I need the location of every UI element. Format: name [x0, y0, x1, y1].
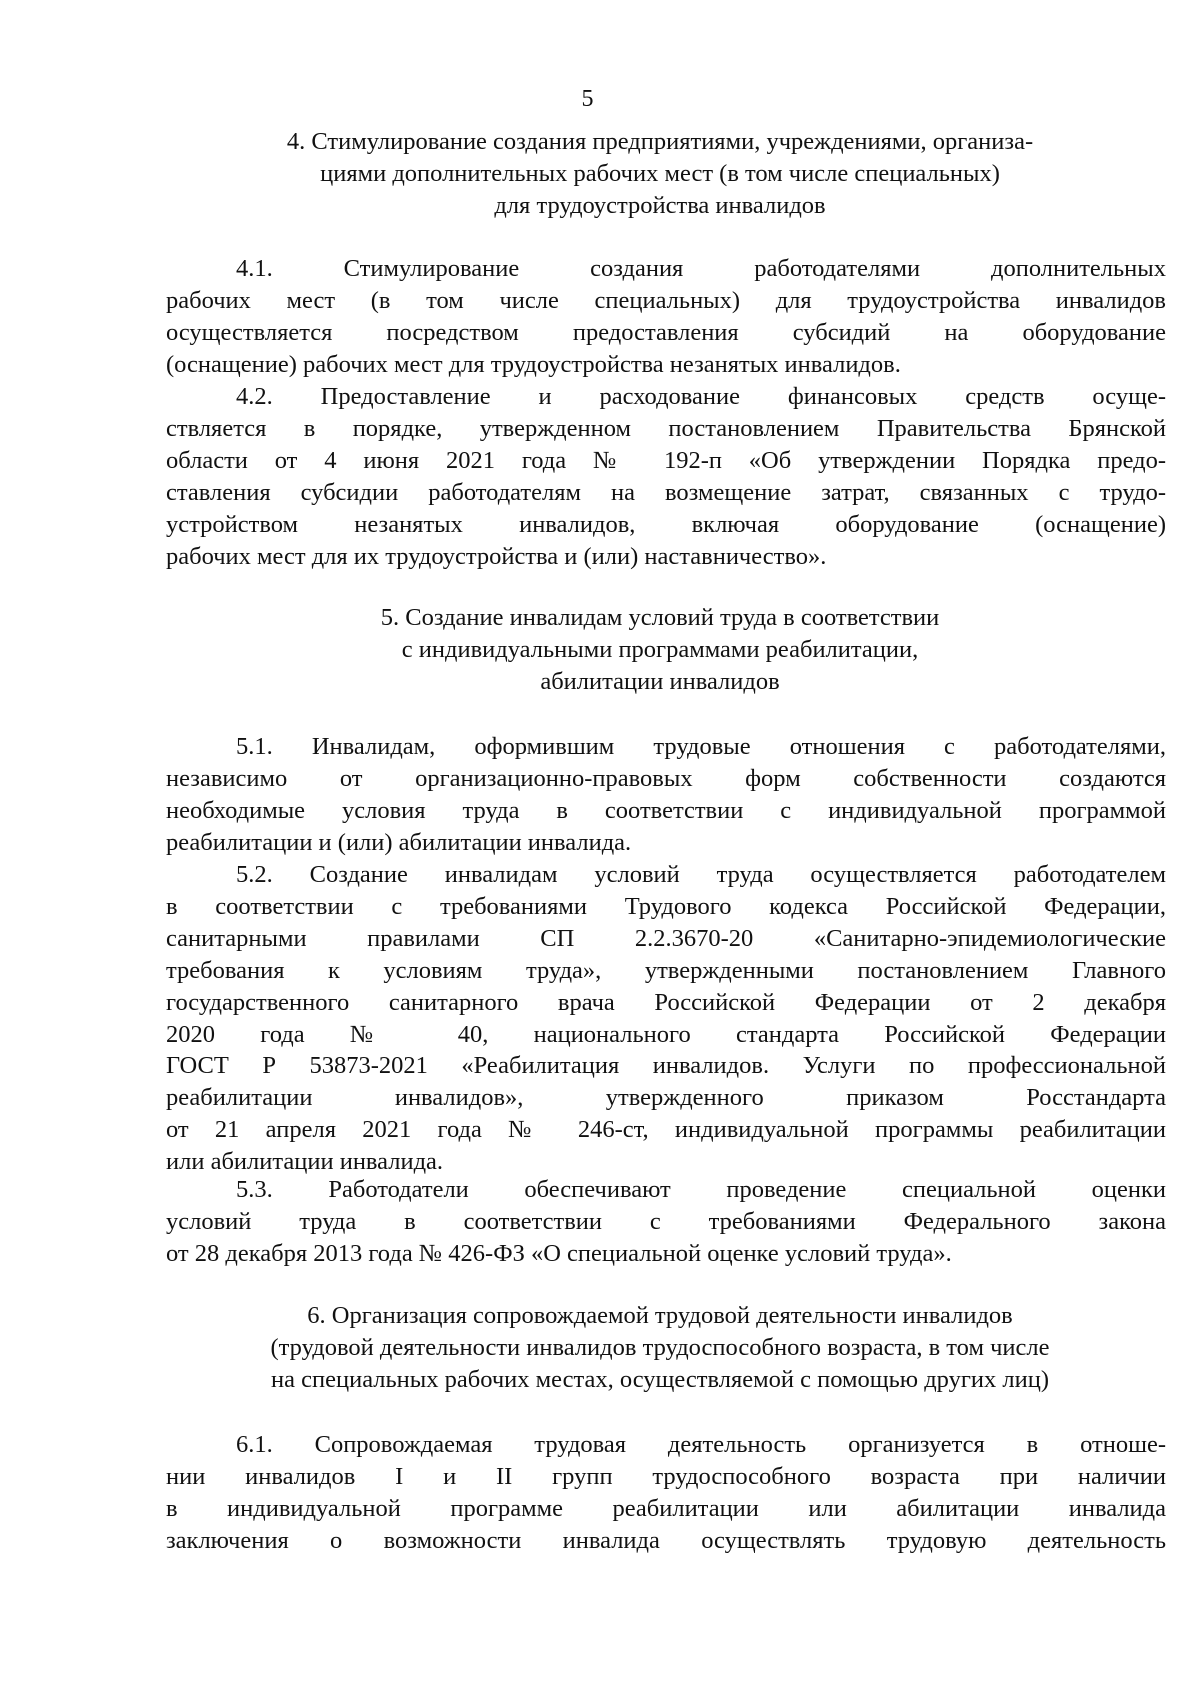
paragraph-6-1 [166, 1429, 1166, 1557]
heading-line: 4. Стимулирование создания предприятиями, учреждениями, организа- [286, 128, 1034, 155]
paragraph-line: в индивидуальной программе реабилитации или абилитации инвалида [166, 1494, 1166, 1522]
paragraph-5-3 [166, 1174, 1166, 1270]
paragraph-5-2 [166, 859, 1166, 1178]
paragraph-line: устройством незанятых инвалидов, включая оборудование (оснащение) [166, 510, 1166, 538]
paragraph-line: 2020 года № 40, национального стандарта Российской Федерации [166, 1020, 1166, 1048]
section-6-heading [150, 1300, 1170, 1396]
paragraph-line: нии инвалидов I и II групп трудоспособного возраста при наличии [166, 1462, 1166, 1490]
paragraph-line: ГОСТ Р 53873-2021 «Реабилитация инвалидов. Услуги по профессиональной [166, 1052, 1166, 1080]
paragraph-line: 5.3. Работодатели обеспечивают проведение специальной оценки [236, 1176, 1166, 1203]
paragraph-line: 6.1. Сопровождаемая трудовая деятельность организуется в отноше- [236, 1431, 1166, 1458]
paragraph-line: 4.2. Предоставление и расходование финансовых средств осуще- [236, 383, 1166, 410]
paragraph-line: (оснащение) рабочих мест для трудоустройства незанятых инвалидов. [166, 350, 901, 378]
paragraph-line: ставления субсидии работодателям на возмещение затрат, связанных с трудо- [166, 478, 1166, 506]
paragraph-line: требования к условиям труда», утвержденными постановлением Главного [166, 956, 1166, 984]
paragraph-line: или абилитации инвалида. [166, 1148, 444, 1176]
heading-line: 5. Создание инвалидам условий труда в соответствии [380, 604, 940, 631]
paragraph-line: от 21 апреля 2021 года № 246-ст, индивидуальной программы реабилитации [166, 1116, 1166, 1144]
paragraph-line: реабилитации и (или) абилитации инвалида. [166, 828, 632, 856]
paragraph-4-2 [166, 381, 1166, 572]
heading-line: на специальных рабочих местах, осуществляемой с помощью других лиц) [271, 1366, 1049, 1393]
paragraph-line: ствляется в порядке, утвержденном постановлением Правительства Брянской [166, 414, 1166, 442]
paragraph-line: санитарными правилами СП 2.2.3670-20 «Санитарно-эпидемиологические [166, 924, 1166, 952]
section-5-heading [150, 602, 1170, 698]
paragraph-line: рабочих мест (в том числе специальных) для трудоустройства инвалидов [166, 286, 1166, 314]
heading-line: для трудоустройства инвалидов [494, 192, 826, 219]
heading-line: циями дополнительных рабочих мест (в том числе специальных) [320, 160, 1000, 187]
paragraph-line: осуществляется посредством предоставления субсидий на оборудование [166, 318, 1166, 346]
paragraph-line: государственного санитарного врача Российской Федерации от 2 декабря [166, 988, 1166, 1016]
paragraph-line: в соответствии с требованиями Трудового кодекса Российской Федерации, [166, 892, 1166, 920]
paragraph-line: заключения о возможности инвалида осуществлять трудовую деятельность [166, 1526, 1166, 1554]
paragraph-line: 5.1. Инвалидам, оформившим трудовые отношения с работодателями, [236, 733, 1166, 760]
paragraph-4-1 [166, 253, 1166, 381]
paragraph-5-1 [166, 731, 1166, 859]
section-4-heading [150, 126, 1170, 222]
paragraph-line: области от 4 июня 2021 года № 192-п «Об утверждении Порядка предо- [166, 446, 1166, 474]
heading-line: абилитации инвалидов [540, 668, 780, 695]
paragraph-line: 4.1. Стимулирование создания работодателями дополнительных [236, 255, 1166, 282]
heading-line: (трудовой деятельности инвалидов трудоспособного возраста, в том числе [270, 1334, 1050, 1361]
heading-line: с индивидуальными программами реабилитации, [401, 636, 919, 663]
paragraph-line: реабилитации инвалидов», утвержденного приказом Росстандарта [166, 1084, 1166, 1112]
paragraph-line: от 28 декабря 2013 года № 426-ФЗ «О специальной оценке условий труда». [166, 1239, 952, 1267]
paragraph-line: необходимые условия труда в соответствии с индивидуальной программой [166, 796, 1166, 824]
page-number: 5 [581, 86, 594, 112]
paragraph-line: условий труда в соответствии с требованиями Федерального закона [166, 1207, 1166, 1235]
heading-line: 6. Организация сопровождаемой трудовой деятельности инвалидов [307, 1302, 1013, 1329]
paragraph-line: независимо от организационно-правовых форм собственности создаются [166, 764, 1166, 792]
paragraph-line: 5.2. Создание инвалидам условий труда осуществляется работодателем [236, 861, 1166, 888]
paragraph-line: рабочих мест для их трудоустройства и (или) наставничество». [166, 542, 827, 570]
